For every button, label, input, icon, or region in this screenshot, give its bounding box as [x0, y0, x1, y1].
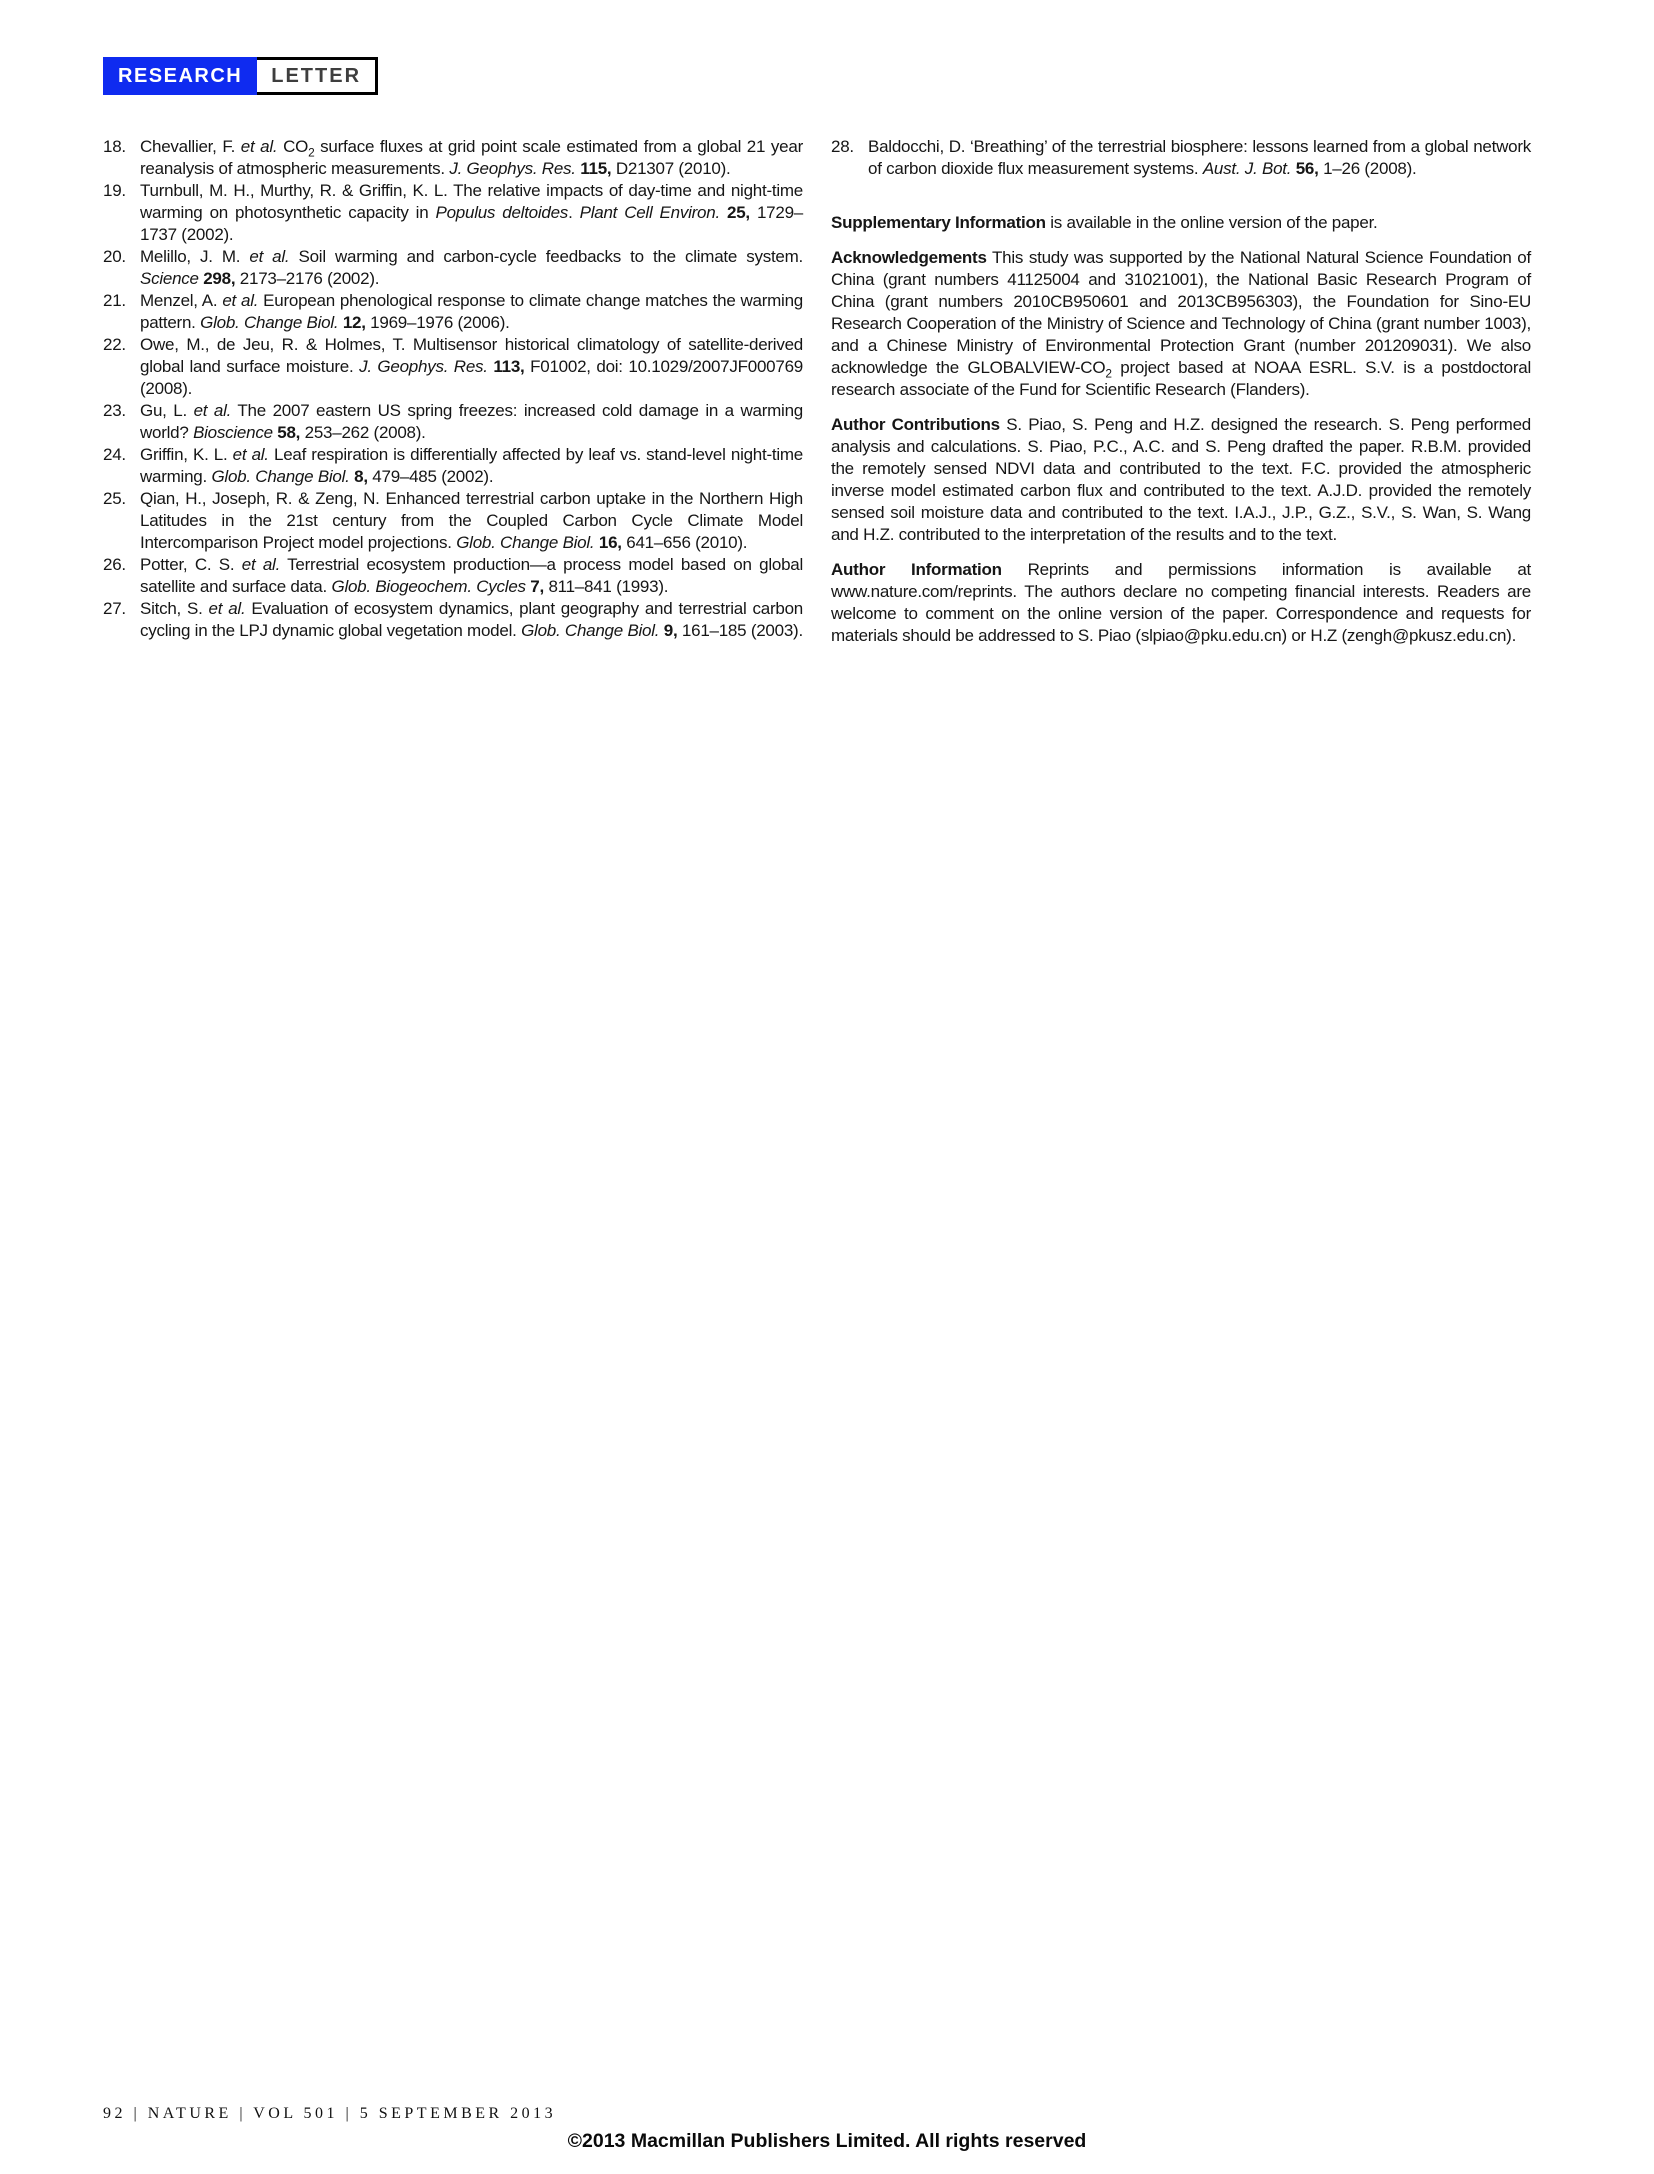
reference-number: 28. — [831, 137, 854, 156]
references-column-left — [103, 136, 803, 642]
reference-number: 18. — [103, 137, 126, 156]
section-title: Author Information — [831, 560, 1002, 579]
back-matter-sections — [831, 212, 1531, 647]
reference-number: 20. — [103, 247, 126, 266]
reference-item — [103, 598, 803, 642]
section-paragraph: Acknowledgements This study was supported by the National Natural Science Foundation of China (grant numbers 41125004 and 31021001), the National Basic Research Program of China (grant numbers 2010CB950601 and 2013CB956303), the Foundation for Sino-EU Research Cooperation of the Ministry of Science and Technology of China (grant number 1003), and a Chinese Ministry of Environmental Protection Grant (number 201209031). We also acknowledge the GLOBALVIEW-$CO_2$ project based at NOAA ESRL. S.V. is a postdoctoral research associate of the Fund for Scientific Research (Flanders). — [831, 248, 1531, 399]
reference-item — [103, 136, 803, 180]
reference-text: Sitch, S. et al. Evaluation of ecosystem dynamics, plant geography and terrestrial carbon cycling in the LPJ dynamic global vegetation model. Glob. Change Biol. 9, 161–185 (2003). — [140, 599, 803, 640]
footer-page-info: 92 | NATURE | VOL 501 | 5 SEPTEMBER 2013 — [103, 2105, 557, 2122]
reference-text: Chevallier, F. et al. $CO_2$ surface fluxes at grid point scale estimated from a global 21 year reanalysis of atmospheric measurements. J. Geophys. Res. 115, D21307 (2010). — [140, 137, 803, 178]
reference-number: 25. — [103, 489, 126, 508]
reference-text: Turnbull, M. H., Murthy, R. & Griffin, K. L. The relative impacts of day-time and night-time warming on photosynthetic capacity in Populus deltoides. Plant Cell Environ. 25, 1729–1737 (2002). — [140, 181, 803, 244]
reference-item — [103, 488, 803, 554]
reference-item — [103, 246, 803, 290]
section-paragraph: Supplementary Information is available in the online version of the paper. — [831, 213, 1378, 232]
reference-number: 23. — [103, 401, 126, 420]
reference-number: 21. — [103, 291, 126, 310]
reference-text: Potter, C. S. et al. Terrestrial ecosystem production—a process model based on global satellite and surface data. Glob. Biogeochem. Cycles 7, 811–841 (1993). — [140, 555, 804, 596]
reference-item — [103, 180, 803, 246]
reference-item — [103, 290, 803, 334]
references-column-right — [831, 136, 1531, 180]
right-column — [831, 136, 1531, 647]
letter-badge-label: LETTER — [257, 57, 378, 95]
reference-number: 24. — [103, 445, 126, 464]
reference-text: Gu, L. et al. The 2007 eastern US spring freezes: increased cold damage in a warming world? Bioscience 58, 253–262 (2008). — [140, 401, 803, 442]
reference-number: 22. — [103, 335, 126, 354]
reference-text: Menzel, A. et al. European phenological response to climate change matches the warming pattern. Glob. Change Biol. 12, 1969–1976 (2006). — [140, 291, 803, 332]
footer-copyright: ©2013 Macmillan Publishers Limited. All rights reserved — [567, 2130, 1087, 2152]
article-type-badge — [103, 57, 378, 95]
section-paragraph: Author Information Reprints and permissions information is available at www.nature.com/reprints. The authors declare no competing financial interests. Readers are welcome to comment on the online version of the paper. Correspondence and requests for materials should be addressed to S. Piao (slpiao@pku.edu.cn) or H.Z (zengh@pkusz.edu.cn). — [831, 560, 1531, 645]
reference-number: 19. — [103, 181, 126, 200]
reference-item — [103, 444, 803, 488]
reference-text: Owe, M., de Jeu, R. & Holmes, T. Multisensor historical climatology of satellite-derived global land surface moisture. J. Geophys. Res. 113, F01002, doi: 10.1029/2007JF000769 (2008). — [140, 335, 803, 398]
reference-item — [103, 400, 803, 444]
reference-text: Melillo, J. M. et al. Soil warming and carbon-cycle feedbacks to the climate system. Science 298, 2173–2176 (2002). — [140, 247, 804, 288]
section-title: Acknowledgements — [831, 248, 987, 267]
research-badge-label: RESEARCH — [103, 57, 257, 95]
reference-item — [103, 554, 803, 598]
reference-number: 27. — [103, 599, 126, 618]
reference-text: Qian, H., Joseph, R. & Zeng, N. Enhanced terrestrial carbon uptake in the Northern High Latitudes in the 21st century from the Coupled Carbon Cycle Climate Model Intercomparison Project model projections. Glob. Change Biol. 16, 641–656 (2010). — [140, 489, 803, 552]
reference-text: Griffin, K. L. et al. Leaf respiration is differentially affected by leaf vs. stand-level night-time warming. Glob. Change Biol. 8, 479–485 (2002). — [140, 445, 803, 486]
reference-item — [831, 136, 1531, 180]
reference-text: Baldocchi, D. ‘Breathing’ of the terrestrial biosphere: lessons learned from a global network of carbon dioxide flux measurement systems. Aust. J. Bot. 56, 1–26 (2008). — [868, 137, 1531, 178]
section-title: Supplementary Information — [831, 213, 1046, 232]
section-title: Author Contributions — [831, 415, 1000, 434]
reference-number: 26. — [103, 555, 126, 574]
section-paragraph: Author Contributions S. Piao, S. Peng and H.Z. designed the research. S. Peng performed analysis and calculations. S. Piao, P.C., A.C. and S. Peng drafted the paper. R.B.M. provided the remotely sensed NDVI data and contributed to the text. F.C. provided the atmospheric inverse model estimated carbon flux and contributed to the text. A.J.D. provided the remotely sensed soil moisture data and contributed to the text. I.A.J., J.P., G.Z., S.V., S. Wan, S. Wang and H.Z. contributed to the interpretation of the results and to the text. — [831, 415, 1531, 544]
reference-item — [103, 334, 803, 400]
